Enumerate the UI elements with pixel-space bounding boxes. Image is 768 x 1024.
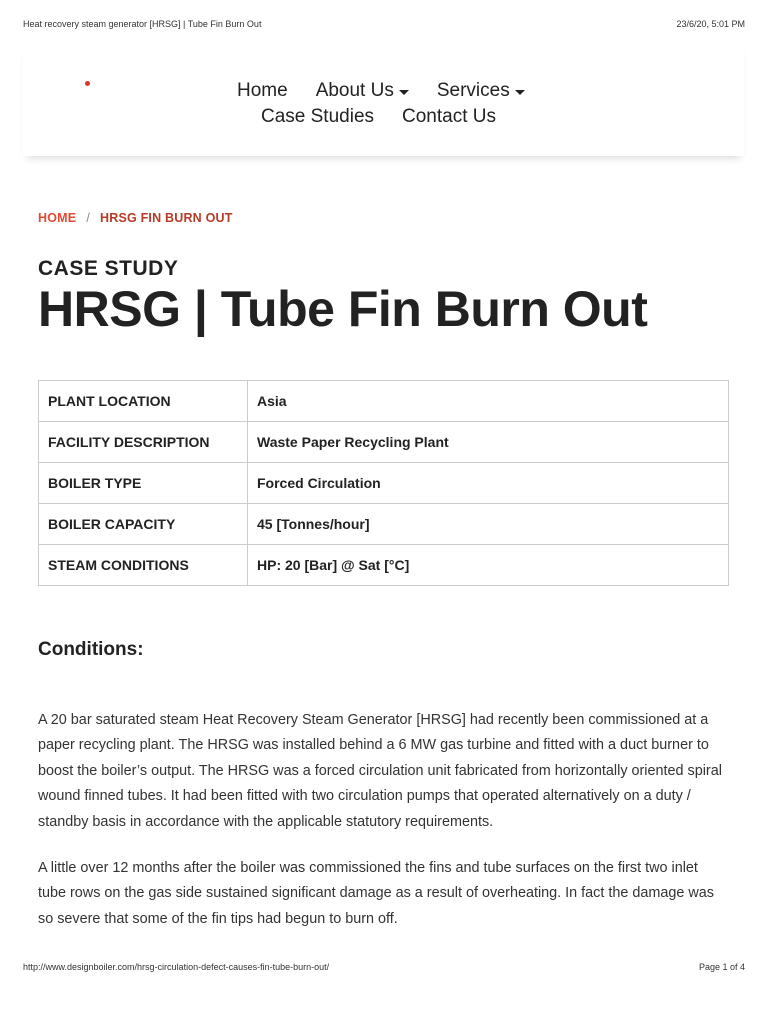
chevron-down-icon (515, 90, 525, 95)
spec-value: Forced Circulation (248, 463, 729, 504)
conditions-paragraph: A 20 bar saturated steam Heat Recovery Steam Generator [HRSG] had recently been commissioned at a paper recycling plant. The HRSG was installed behind a 6 MW gas turbine and fitted with a duct burner to boost the boiler’s output. The HRSG was a forced circulation unit fabricated from horizontally oriented spiral wound finned tubes. It had been fitted with two circulation pumps that operated alternatively on a duty / standby basis in accordance with the applicable statutory requirements. (38, 712, 722, 830)
spec-label: PLANT LOCATION (39, 381, 248, 422)
print-url: http://www.designboiler.com/hrsg-circulation-defect-causes-fin-tube-burn-out/ (23, 962, 330, 972)
table-row (39, 545, 729, 586)
spec-value: HP: 20 [Bar] @ Sat [°C] (248, 545, 729, 586)
table-row (39, 504, 729, 545)
breadcrumb (38, 211, 233, 225)
nav-contact-us-label: Contact Us (402, 106, 496, 127)
main-nav-row-2 (261, 106, 496, 128)
spec-label: BOILER CAPACITY (39, 504, 248, 545)
plant-specs-table (38, 380, 729, 586)
nav-case-studies[interactable] (261, 106, 374, 128)
chevron-down-icon (399, 90, 409, 95)
table-row (39, 463, 729, 504)
spec-value: 45 [Tonnes/hour] (248, 504, 729, 545)
site-header (23, 44, 744, 156)
print-page-title: Heat recovery steam generator [HRSG] | Tube Fin Burn Out (23, 19, 262, 29)
nav-home[interactable] (237, 80, 288, 102)
conditions-paragraph: A little over 12 months after the boiler was commissioned the fins and tube surfaces on the first two inlet tube rows on the gas side sustained significant damage as a result of overheating. In fact the damage was so severe that some of the fin tips had begun to burn off. (38, 860, 714, 927)
nav-services-label: Services (436, 80, 510, 101)
spec-value: Waste Paper Recycling Plant (248, 422, 729, 463)
nav-services[interactable] (437, 80, 525, 102)
page-title: HRSG | Tube Fin Burn Out (38, 281, 648, 337)
nav-about-us-label: About Us (315, 80, 394, 101)
breadcrumb-home-link[interactable]: HOME (38, 211, 77, 225)
spec-label: FACILITY DESCRIPTION (39, 422, 248, 463)
spec-value: Asia (248, 381, 729, 422)
breadcrumb-separator: / (86, 211, 90, 225)
print-header (23, 19, 745, 29)
site-logo[interactable] (85, 80, 119, 86)
conditions-heading: Conditions: (38, 639, 144, 660)
print-datetime: 23/6/20, 5:01 PM (676, 19, 745, 29)
print-footer (23, 962, 745, 972)
page-eyebrow: CASE STUDY (38, 257, 179, 280)
print-page-number: Page 1 of 4 (698, 962, 745, 972)
table-row (39, 381, 729, 422)
nav-case-studies-label: Case Studies (261, 106, 375, 127)
logo-mark-icon (85, 81, 90, 86)
nav-contact-us[interactable] (402, 106, 496, 128)
nav-home-label: Home (237, 80, 288, 101)
spec-label: BOILER TYPE (39, 463, 248, 504)
spec-label: STEAM CONDITIONS (39, 545, 248, 586)
table-row (39, 422, 729, 463)
main-nav-row-1 (237, 80, 525, 102)
nav-about-us[interactable] (316, 80, 409, 102)
breadcrumb-current: HRSG FIN BURN OUT (100, 211, 233, 225)
